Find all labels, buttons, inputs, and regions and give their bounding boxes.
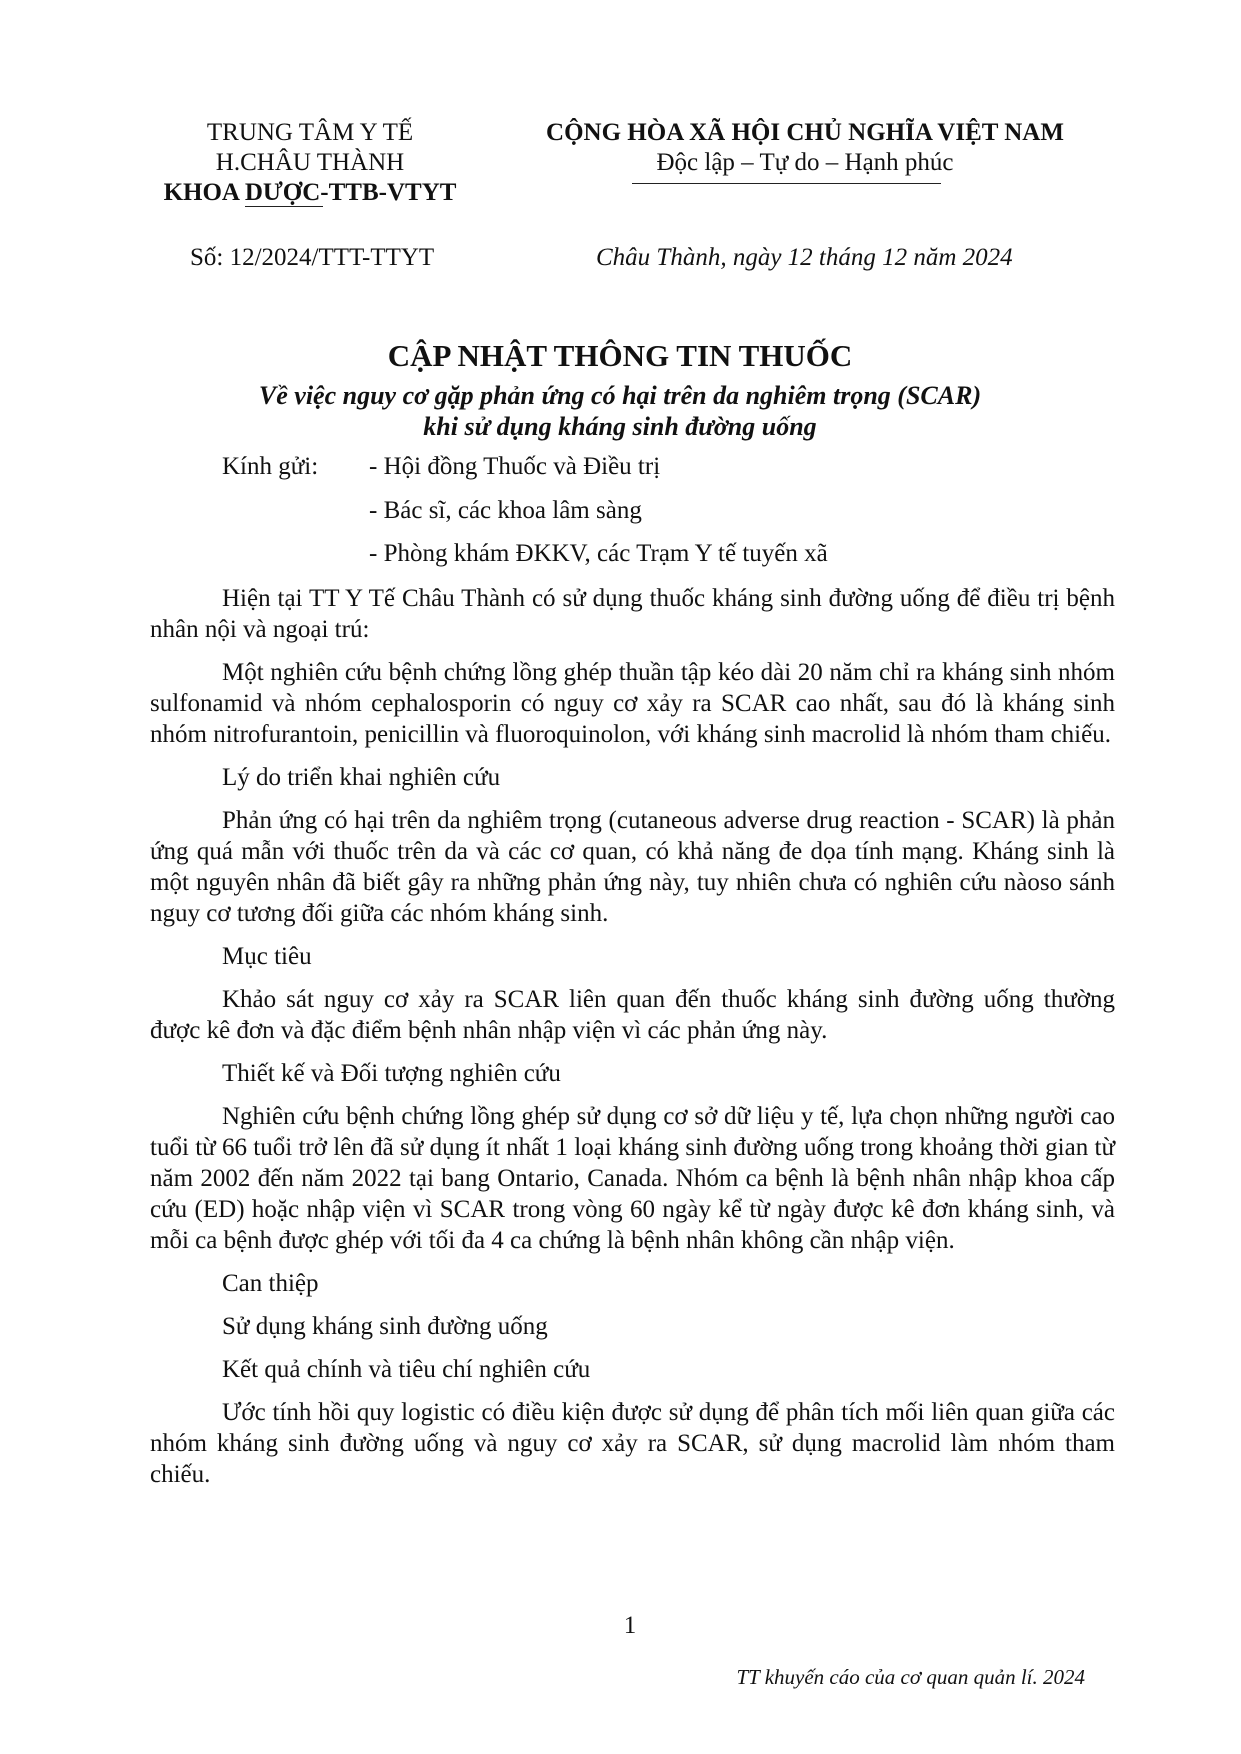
recipient-item: - Bác sĩ, các khoa lâm sàng [369, 497, 642, 524]
body-paragraph: Khảo sát nguy cơ xảy ra SCAR liên quan đến thuốc kháng sinh đường uống thường được kê đơn và đặc điểm bệnh nhân nhập viện vì các phản ứng này. [150, 986, 1115, 1044]
issuer-department-prefix: KHOA [163, 179, 245, 206]
recipient-item: - Phòng khám ĐKKV, các Trạm Y tế tuyến xã [369, 540, 828, 567]
subtitle-line-1: Về việc nguy cơ gặp phản ứng có hại trên da nghiêm trọng (SCAR) [258, 381, 982, 410]
recipient-item: - Hội đồng Thuốc và Điều trị [369, 453, 661, 480]
body-paragraph: Ước tính hồi quy logistic có điều kiện được sử dụng để phân tích mối liên quan giữa các nhóm kháng sinh đường uống và nguy cơ xảy ra SCAR, sử dụng macrolid làm nhóm tham chiếu. [150, 1399, 1115, 1488]
motto-underline [632, 183, 941, 184]
section-heading: Thiết kế và Đối tượng nghiên cứu [222, 1060, 561, 1087]
issuer-department [150, 178, 470, 208]
section-heading: Can thiệp [222, 1270, 319, 1297]
section-heading: Kết quả chính và tiêu chí nghiên cứu [222, 1356, 591, 1383]
page-number: 1 [623, 1612, 637, 1639]
document-number: Số: 12/2024/TTT-TTYT [190, 244, 435, 271]
document-body [150, 583, 1115, 1502]
footer-note: TT khuyến cáo của cơ quan quản lí. 2024 [736, 1665, 1085, 1689]
recipients-label: Kính gửi: [222, 453, 319, 480]
national-motto: Độc lập – Tự do – Hạnh phúc [656, 149, 954, 176]
body-paragraph: Hiện tại TT Y Tế Châu Thành có sử dụng thuốc kháng sinh đường uống để điều trị bệnh nhân nội và ngoại trú: [150, 585, 1115, 643]
issuer-line-1: TRUNG TÂM Y TẾ [206, 119, 414, 146]
place-date: Châu Thành, ngày 12 tháng 12 năm 2024 [596, 244, 1013, 271]
section-heading: Mục tiêu [222, 943, 312, 970]
issuer-department-suffix: TTB-VTYT [328, 179, 457, 206]
document-title: CẬP NHẬT THÔNG TIN THUỐC [387, 338, 853, 373]
national-header [510, 118, 1100, 178]
body-paragraph: Nghiên cứu bệnh chứng lồng ghép sử dụng cơ sở dữ liệu y tế, lựa chọn những người cao tuổi từ 66 tuổi trở lên đã sử dụng ít nhất 1 loại kháng sinh đường uống trong khoảng thời gian từ năm 2002 đến năm 2022 tại bang Ontario, Canada. Nhóm ca bệnh là bệnh nhân nhập khoa cấp cứu (ED) hoặc nhập viện vì SCAR trong vòng 60 ngày kể từ ngày được kê đơn kháng sinh, và mỗi ca bệnh được ghép với tối đa 4 ca chứng là bệnh nhân không cần nhập viện. [150, 1103, 1115, 1254]
issuer-line-2: H.CHÂU THÀNH [215, 149, 405, 176]
country-name: CỘNG HÒA XÃ HỘI CHỦ NGHĨA VIỆT NAM [546, 119, 1064, 146]
issuer-block [150, 118, 470, 208]
section-heading: Sử dụng kháng sinh đường uống [222, 1313, 548, 1340]
section-heading: Lý do triển khai nghiên cứu [222, 764, 501, 791]
body-paragraph: Một nghiên cứu bệnh chứng lồng ghép thuần tập kéo dài 20 năm chỉ ra kháng sinh nhóm sulfonamid và nhóm cephalosporin có nguy cơ xảy ra SCAR cao nhất, sau đó là kháng sinh nhóm nitrofurantoin, penicillin và fluoroquinolon, với kháng sinh macrolid là nhóm tham chiếu. [150, 659, 1115, 748]
body-paragraph: Phản ứng có hại trên da nghiêm trọng (cutaneous adverse drug reaction - SCAR) là phản ứng quá mẫn với thuốc trên da và các cơ quan, có khả năng đe dọa tính mạng. Kháng sinh là một nguyên nhân đã biết gây ra những phản ứng này, tuy nhiên chưa có nghiên cứu nàoso sánh nguy cơ tương đối giữa các nhóm kháng sinh. [150, 807, 1115, 927]
subtitle-line-2: khi sử dụng kháng sinh đường uống [423, 412, 817, 441]
issuer-department-underlined: DƯỢC- [244, 179, 329, 206]
document-subtitle [120, 380, 1120, 442]
